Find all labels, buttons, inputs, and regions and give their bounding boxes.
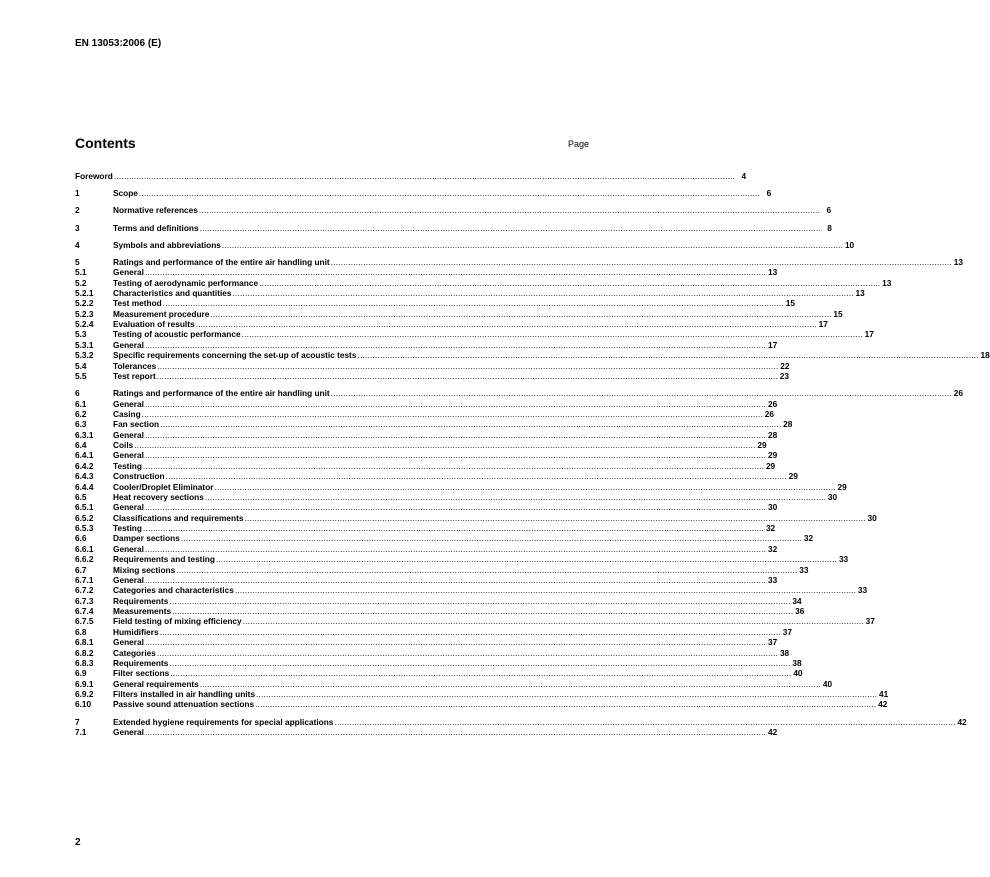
toc-entry-title: Casing bbox=[113, 408, 141, 419]
toc-entry-page: 29 bbox=[767, 450, 778, 461]
toc-leader-dots bbox=[235, 585, 856, 595]
toc-entry-number: 5.2.3 bbox=[75, 308, 94, 319]
toc-entry-page: 38 bbox=[779, 647, 790, 658]
toc-entry-title: Filters installed in air handling units bbox=[113, 689, 255, 700]
toc-entry-number: 6.6.1 bbox=[75, 543, 94, 554]
toc-entry-number: 6.4.4 bbox=[75, 481, 94, 492]
toc-leader-dots bbox=[157, 371, 778, 381]
toc-entry-number: 5 bbox=[75, 256, 80, 267]
toc-leader-dots bbox=[145, 544, 766, 554]
toc-entry-number: 6.5.2 bbox=[75, 512, 94, 523]
toc-entry-page: 40 bbox=[793, 668, 803, 679]
toc-entry-title: General bbox=[113, 450, 144, 461]
toc-entry-number: 5.1 bbox=[75, 267, 87, 278]
toc-entry-title: Humidifiers bbox=[113, 626, 159, 637]
toc-entry[interactable] bbox=[75, 171, 747, 181]
toc-entry-page: 8 bbox=[827, 222, 832, 233]
toc-entry[interactable] bbox=[75, 716, 967, 727]
toc-leader-dots bbox=[160, 627, 781, 637]
toc-entry-title: Terms and definitions bbox=[113, 222, 199, 233]
toc-entry[interactable] bbox=[75, 188, 772, 199]
toc-entry-page: 42 bbox=[878, 699, 888, 710]
toc-entry-number: 6.7.4 bbox=[75, 606, 94, 617]
toc-entry[interactable] bbox=[75, 205, 832, 216]
toc-entry-title: Symbols and abbreviations bbox=[113, 239, 221, 250]
toc-entry-number: 5.2.1 bbox=[75, 287, 94, 298]
toc-entry[interactable] bbox=[75, 460, 776, 471]
toc-entry-title: General bbox=[113, 429, 144, 440]
toc-entry-page: 28 bbox=[767, 429, 778, 440]
toc-entry[interactable] bbox=[75, 319, 828, 330]
toc-entry-title: Requirements and testing bbox=[113, 554, 215, 565]
toc-entry-number: 6.7.5 bbox=[75, 616, 94, 627]
toc-entry-title: General bbox=[113, 339, 144, 350]
toc-entry[interactable] bbox=[75, 678, 833, 689]
toc-entry-title: Measurements bbox=[113, 606, 172, 617]
table-of-contents bbox=[75, 171, 990, 737]
toc-entry-title: General bbox=[113, 637, 144, 648]
toc-entry-page: 32 bbox=[765, 523, 776, 534]
toc-entry[interactable] bbox=[75, 626, 792, 637]
toc-entry-page: 38 bbox=[792, 657, 802, 668]
toc-entry-page: 17 bbox=[818, 319, 828, 330]
toc-entry-title: Requirements bbox=[113, 595, 169, 606]
toc-entry-title: Evaluation of results bbox=[113, 319, 195, 330]
toc-entry-page: 13 bbox=[767, 267, 778, 278]
toc-entry[interactable] bbox=[75, 554, 849, 565]
toc-entry[interactable] bbox=[75, 491, 838, 502]
toc-entry-page: 41 bbox=[879, 689, 889, 700]
toc-leader-dots bbox=[233, 288, 854, 298]
toc-leader-dots bbox=[145, 450, 766, 460]
toc-entry[interactable] bbox=[75, 350, 990, 361]
toc-entry[interactable] bbox=[75, 564, 809, 575]
toc-entry-page: 26 bbox=[764, 408, 774, 419]
toc-entry-page: 29 bbox=[765, 460, 776, 471]
toc-entry-number: 5.5 bbox=[75, 370, 87, 381]
toc-entry-page: 34 bbox=[792, 595, 802, 606]
toc-entry-number: 3 bbox=[75, 222, 80, 233]
toc-leader-dots bbox=[145, 637, 766, 647]
toc-entry-page: 30 bbox=[767, 502, 778, 513]
toc-leader-dots bbox=[139, 188, 760, 198]
toc-entry-title: Foreword bbox=[75, 171, 113, 181]
toc-entry-title: Tolerances bbox=[113, 360, 157, 371]
toc-leader-dots bbox=[255, 699, 876, 709]
toc-entry-number: 6.7.3 bbox=[75, 595, 94, 606]
toc-entry-number: 6.4 bbox=[75, 440, 87, 451]
toc-entry-page: 37 bbox=[865, 616, 875, 627]
toc-entry-number: 6.5 bbox=[75, 491, 87, 502]
toc-entry-page: 30 bbox=[827, 491, 838, 502]
toc-entry[interactable] bbox=[75, 533, 814, 544]
toc-entry-number: 6.8.1 bbox=[75, 637, 94, 648]
toc-entry[interactable] bbox=[75, 429, 778, 440]
toc-leader-dots bbox=[172, 606, 793, 616]
toc-entry-page: 29 bbox=[757, 440, 767, 451]
toc-entry[interactable] bbox=[75, 370, 790, 381]
toc-leader-dots bbox=[157, 361, 778, 371]
toc-entry-title: Construction bbox=[113, 471, 165, 482]
document-header: EN 13053:2006 (E) bbox=[75, 38, 162, 49]
toc-entry-title: Testing bbox=[113, 460, 142, 471]
toc-entry[interactable] bbox=[75, 239, 855, 250]
toc-entry-page: 37 bbox=[782, 626, 792, 637]
toc-leader-dots bbox=[242, 329, 863, 339]
toc-entry-title: Heat recovery sections bbox=[113, 491, 204, 502]
toc-entry-page: 33 bbox=[767, 574, 778, 585]
toc-leader-dots bbox=[114, 171, 735, 181]
toc-entry[interactable] bbox=[75, 398, 778, 409]
toc-entry-number: 4 bbox=[75, 239, 80, 250]
toc-entry-number: 6 bbox=[75, 388, 80, 399]
toc-entry-title: Test report bbox=[113, 370, 156, 381]
toc-entry-number: 6.3.1 bbox=[75, 429, 94, 440]
toc-leader-dots bbox=[210, 309, 831, 319]
toc-entry-title: Filter sections bbox=[113, 668, 170, 679]
toc-entry-title: Field testing of mixing efficiency bbox=[113, 616, 242, 627]
toc-entry-number: 6.6 bbox=[75, 533, 87, 544]
toc-leader-dots bbox=[134, 440, 755, 450]
toc-entry-title: General requirements bbox=[113, 678, 199, 689]
toc-entry-title: General bbox=[113, 267, 144, 278]
toc-entry-number: 6.5.1 bbox=[75, 502, 94, 513]
toc-entry-page: 13 bbox=[855, 287, 865, 298]
toc-entry[interactable] bbox=[75, 523, 776, 534]
toc-entry-number: 6.7.2 bbox=[75, 585, 94, 596]
toc-entry-page: 32 bbox=[803, 533, 814, 544]
toc-entry-title: Extended hygiene requirements for special applications bbox=[113, 716, 334, 727]
toc-leader-dots bbox=[145, 502, 766, 512]
page-column-label: Page bbox=[567, 139, 589, 149]
toc-entry-page: 42 bbox=[957, 716, 967, 727]
toc-entry-title: Fan section bbox=[113, 419, 160, 430]
toc-leader-dots bbox=[142, 409, 763, 419]
toc-leader-dots bbox=[145, 399, 766, 409]
toc-entry-page: 15 bbox=[785, 298, 795, 309]
toc-entry-title: Categories bbox=[113, 647, 156, 658]
toc-entry-page: 33 bbox=[799, 564, 809, 575]
toc-entry-page: 26 bbox=[953, 388, 963, 399]
toc-entry[interactable] bbox=[75, 440, 767, 451]
toc-entry-title: Damper sections bbox=[113, 533, 180, 544]
toc-entry-title: Ratings and performance of the entire air handling unit bbox=[113, 256, 330, 267]
toc-entry-page: 18 bbox=[980, 350, 990, 361]
toc-entry-page: 40 bbox=[822, 678, 833, 689]
toc-entry-number: 5.3.2 bbox=[75, 350, 94, 361]
toc-entry-page: 13 bbox=[953, 256, 963, 267]
toc-entry-title: Testing bbox=[113, 523, 142, 534]
toc-entry-number: 5.4 bbox=[75, 360, 87, 371]
toc-entry[interactable] bbox=[75, 637, 778, 648]
toc-entry-page: 42 bbox=[767, 726, 778, 737]
toc-leader-dots bbox=[200, 223, 821, 233]
toc-entry-number: 6.9 bbox=[75, 668, 87, 679]
toc-leader-dots bbox=[215, 482, 836, 492]
toc-entry-page: 15 bbox=[833, 308, 843, 319]
toc-leader-dots bbox=[145, 340, 766, 350]
toc-entry-page: 30 bbox=[867, 512, 877, 523]
toc-entry-title: Classifications and requirements bbox=[113, 512, 244, 523]
toc-leader-dots bbox=[196, 319, 817, 329]
toc-leader-dots bbox=[145, 430, 766, 440]
toc-entry-number: 6.8.3 bbox=[75, 657, 94, 668]
toc-leader-dots bbox=[157, 648, 778, 658]
toc-entry-number: 6.3 bbox=[75, 419, 87, 430]
toc-entry-title: General bbox=[113, 502, 144, 513]
toc-entry-number: 6.4.2 bbox=[75, 460, 94, 471]
toc-leader-dots bbox=[169, 596, 790, 606]
toc-entry[interactable] bbox=[75, 616, 875, 627]
toc-entry-page: 32 bbox=[767, 543, 778, 554]
toc-entry-page: 17 bbox=[767, 339, 778, 350]
page-number: 2 bbox=[75, 837, 81, 848]
toc-leader-dots bbox=[143, 523, 764, 533]
toc-entry-number: 6.5.3 bbox=[75, 523, 94, 534]
toc-entry-number: 2 bbox=[75, 205, 80, 216]
toc-entry-number: 6.6.2 bbox=[75, 554, 94, 565]
toc-leader-dots bbox=[200, 679, 821, 689]
toc-leader-dots bbox=[170, 668, 791, 678]
toc-leader-dots bbox=[145, 267, 766, 277]
toc-entry[interactable] bbox=[75, 595, 802, 606]
toc-leader-dots bbox=[216, 554, 837, 564]
toc-leader-dots bbox=[357, 350, 978, 360]
toc-leader-dots bbox=[166, 471, 787, 481]
toc-entry-title: Measurement procedure bbox=[113, 308, 210, 319]
toc-entry-title: Testing of aerodynamic performance bbox=[113, 277, 259, 288]
toc-entry[interactable] bbox=[75, 471, 798, 482]
toc-entry-title: Categories and characteristics bbox=[113, 585, 234, 596]
toc-entry[interactable] bbox=[75, 267, 778, 278]
toc-entry[interactable] bbox=[75, 450, 778, 461]
toc-entry-title: Scope bbox=[113, 188, 138, 199]
toc-entry-page: 6 bbox=[826, 205, 832, 216]
toc-entry-page: 29 bbox=[837, 481, 847, 492]
toc-entry[interactable] bbox=[75, 726, 778, 737]
toc-entry-title: Specific requirements concerning the set-up of acoustic tests bbox=[113, 350, 357, 361]
toc-entry-title: Normative references bbox=[113, 205, 198, 216]
toc-entry-page: 6 bbox=[766, 188, 772, 199]
toc-entry-number: 6.7 bbox=[75, 564, 87, 575]
toc-leader-dots bbox=[199, 205, 820, 215]
toc-entry-number: 6.1 bbox=[75, 398, 87, 409]
toc-entry[interactable] bbox=[75, 339, 778, 350]
toc-entry[interactable] bbox=[75, 277, 892, 288]
toc-entry-number: 7 bbox=[75, 716, 80, 727]
toc-entry-number: 6.8.2 bbox=[75, 647, 94, 658]
toc-leader-dots bbox=[176, 565, 797, 575]
toc-entry[interactable] bbox=[75, 360, 790, 371]
toc-entry-title: General bbox=[113, 726, 144, 737]
toc-entry-number: 6.4.3 bbox=[75, 471, 94, 482]
toc-leader-dots bbox=[163, 298, 784, 308]
toc-entry-number: 5.3 bbox=[75, 329, 87, 340]
toc-entry-page: 4 bbox=[741, 171, 747, 181]
toc-entry[interactable] bbox=[75, 585, 868, 596]
toc-entry[interactable] bbox=[75, 222, 832, 233]
toc-entry-title: Requirements bbox=[113, 657, 169, 668]
toc-entry[interactable] bbox=[75, 606, 805, 617]
toc-entry-number: 6.8 bbox=[75, 626, 87, 637]
toc-leader-dots bbox=[245, 513, 866, 523]
toc-entry-title: General bbox=[113, 543, 144, 554]
toc-entry[interactable] bbox=[75, 481, 847, 492]
toc-entry-title: Ratings and performance of the entire air handling unit bbox=[113, 388, 330, 399]
toc-entry-number: 1 bbox=[75, 188, 80, 199]
toc-entry-page: 22 bbox=[780, 360, 790, 371]
toc-entry[interactable] bbox=[75, 512, 877, 523]
toc-entry-number: 5.2.2 bbox=[75, 298, 94, 309]
toc-entry-title: Test method bbox=[113, 298, 162, 309]
toc-entry-page: 13 bbox=[882, 277, 892, 288]
toc-entry[interactable] bbox=[75, 329, 874, 340]
toc-entry-title: Testing of acoustic performance bbox=[113, 329, 241, 340]
toc-entry[interactable] bbox=[75, 419, 793, 430]
toc-entry-number: 6.2 bbox=[75, 408, 87, 419]
toc-leader-dots bbox=[331, 257, 952, 267]
toc-leader-dots bbox=[160, 419, 781, 429]
toc-entry-number: 6.4.1 bbox=[75, 450, 94, 461]
toc-leader-dots bbox=[143, 461, 764, 471]
toc-entry[interactable] bbox=[75, 647, 790, 658]
toc-leader-dots bbox=[205, 492, 826, 502]
toc-entry[interactable] bbox=[75, 689, 889, 700]
toc-entry-title: General bbox=[113, 398, 144, 409]
toc-leader-dots bbox=[256, 689, 877, 699]
toc-entry-page: 28 bbox=[783, 419, 793, 430]
toc-leader-dots bbox=[222, 240, 843, 250]
toc-entry[interactable] bbox=[75, 298, 795, 309]
toc-entry-number: 6.10 bbox=[75, 699, 92, 710]
toc-entry-page: 33 bbox=[838, 554, 849, 565]
toc-leader-dots bbox=[145, 727, 766, 737]
toc-entry-page: 23 bbox=[779, 370, 790, 381]
toc-entry-page: 26 bbox=[767, 398, 778, 409]
toc-entry[interactable] bbox=[75, 699, 888, 710]
toc-entry-number: 5.2.4 bbox=[75, 319, 94, 330]
toc-entry-page: 36 bbox=[795, 606, 805, 617]
toc-entry-title: Characteristics and quantities bbox=[113, 287, 232, 298]
toc-leader-dots bbox=[331, 388, 952, 398]
toc-entry[interactable] bbox=[75, 256, 963, 267]
toc-entry-page: 37 bbox=[767, 637, 778, 648]
toc-entry-page: 17 bbox=[864, 329, 874, 340]
toc-leader-dots bbox=[145, 575, 766, 585]
toc-entry-number: 5.2 bbox=[75, 277, 87, 288]
toc-leader-dots bbox=[259, 278, 880, 288]
toc-entry[interactable] bbox=[75, 287, 865, 298]
toc-entry-title: Cooler/Droplet Eliminator bbox=[113, 481, 214, 492]
toc-leader-dots bbox=[243, 616, 864, 626]
toc-entry-title: General bbox=[113, 574, 144, 585]
toc-entry-title: Passive sound attenuation sections bbox=[113, 699, 255, 710]
contents-title: Contents bbox=[75, 135, 136, 151]
toc-entry[interactable] bbox=[75, 408, 774, 419]
toc-entry[interactable] bbox=[75, 308, 843, 319]
toc-entry-number: 6.9.2 bbox=[75, 689, 94, 700]
toc-entry[interactable] bbox=[75, 388, 963, 399]
toc-entry-page: 29 bbox=[788, 471, 798, 482]
toc-entry-number: 7.1 bbox=[75, 726, 87, 737]
toc-entry-number: 6.7.1 bbox=[75, 574, 94, 585]
toc-leader-dots bbox=[334, 717, 955, 727]
toc-entry-number: 6.9.1 bbox=[75, 678, 94, 689]
toc-entry-page: 10 bbox=[844, 239, 855, 250]
toc-leader-dots bbox=[169, 658, 790, 668]
toc-entry-number: 5.3.1 bbox=[75, 339, 94, 350]
toc-entry[interactable] bbox=[75, 668, 803, 679]
toc-entry-title: Coils bbox=[113, 440, 134, 451]
toc-entry[interactable] bbox=[75, 543, 778, 554]
toc-entry-page: 33 bbox=[857, 585, 868, 596]
toc-entry[interactable] bbox=[75, 502, 778, 513]
toc-entry-title: Mixing sections bbox=[113, 564, 176, 575]
toc-entry[interactable] bbox=[75, 657, 802, 668]
toc-leader-dots bbox=[181, 533, 802, 543]
toc-entry[interactable] bbox=[75, 574, 778, 585]
